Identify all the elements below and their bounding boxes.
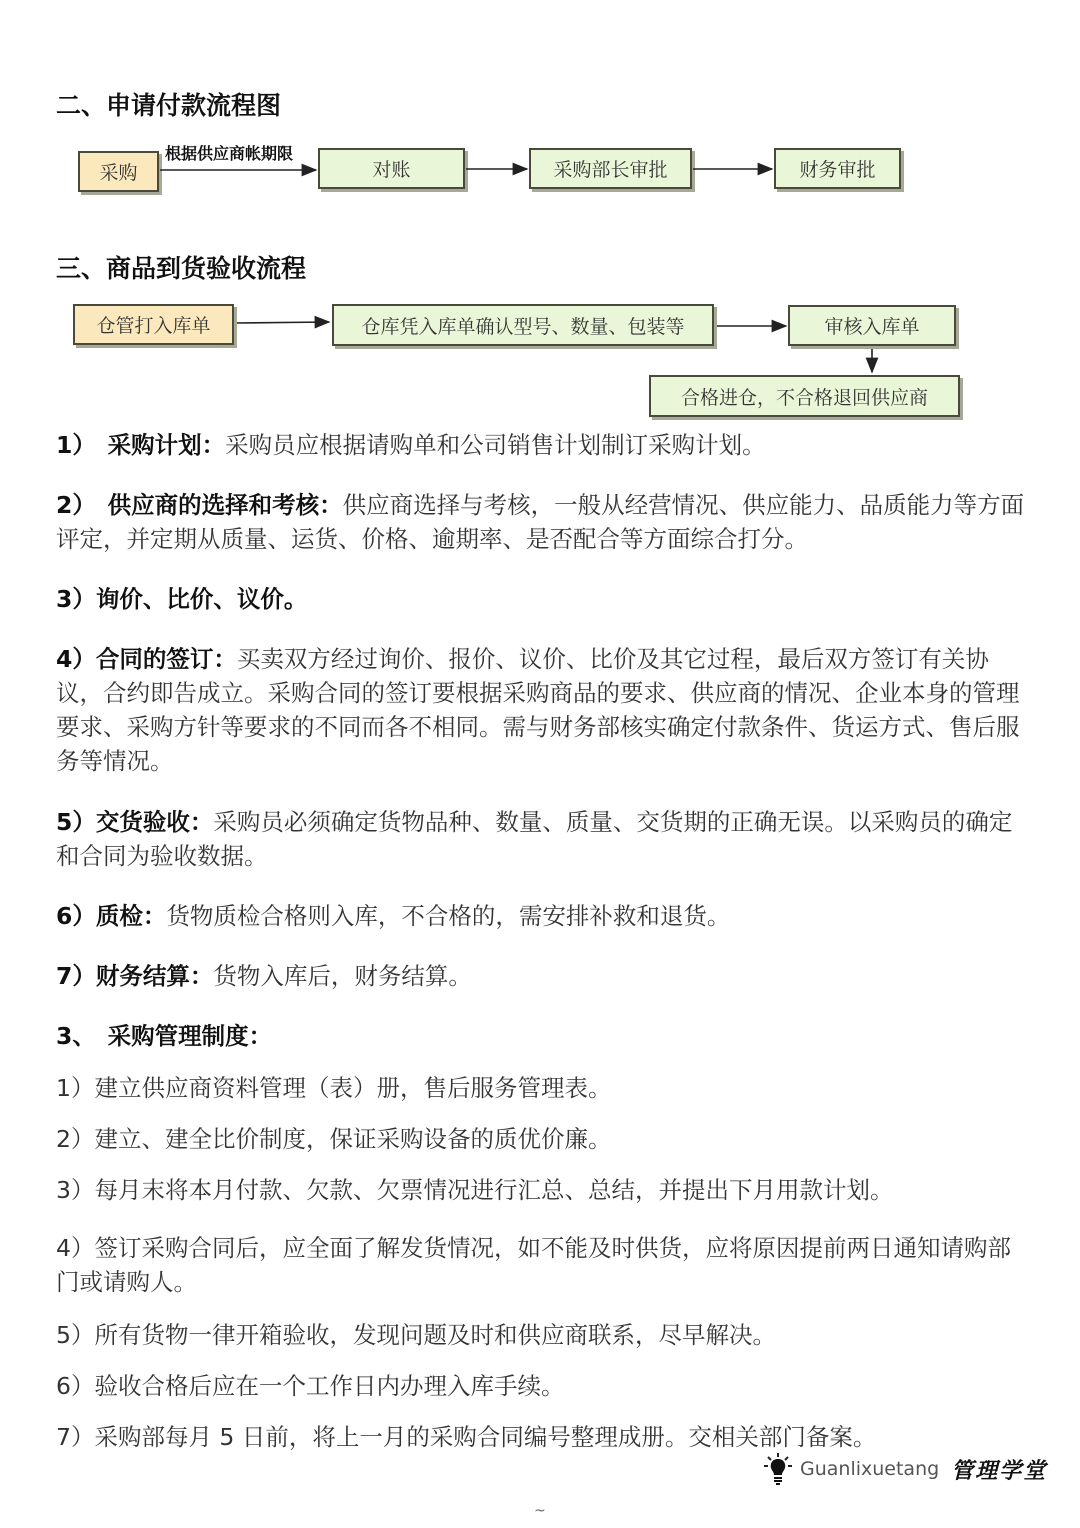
flow-step-finance-approval: 财务审批 bbox=[774, 148, 901, 189]
rule-item: 2）建立、建全比价制度，保证采购设备的质优价廉。 bbox=[56, 1125, 612, 1153]
point-1: 1） 采购计划：采购员应根据请购单和公司销售计划制订采购计划。 bbox=[56, 431, 766, 459]
footer-brand-name: Guanlixuetang bbox=[800, 1458, 940, 1480]
section-3-title: 三、商品到货验收流程 bbox=[56, 254, 307, 283]
flow-step-dept-approval: 采购部长审批 bbox=[529, 148, 692, 189]
flow-step-qualified-or-return: 合格进仓，不合格退回供应商 bbox=[649, 375, 960, 417]
section-procurement-system-title: 3、 采购管理制度： bbox=[56, 1022, 273, 1050]
flow-step-review-slip: 审核入库单 bbox=[788, 305, 956, 346]
section-2-title: 二、申请付款流程图 bbox=[56, 91, 282, 120]
page-mark: ~ bbox=[534, 1503, 546, 1519]
flow-edge-label: 根据供应商帐期限 bbox=[165, 144, 294, 163]
footer-brand-cn: 管理学堂 bbox=[951, 1457, 1048, 1484]
rule-item: 6）验收合格后应在一个工作日内办理入库手续。 bbox=[56, 1372, 565, 1400]
point-3: 3）询价、比价、议价。 bbox=[56, 585, 308, 613]
flow-arrows bbox=[0, 0, 1080, 430]
point-2: 2） 供应商的选择和考核：供应商选择与考核，一般从经营情况、供应能力、品质能力等方面评定，并定期从质量、运货、价格、逾期率、是否配合等方面综合打分。 bbox=[56, 491, 1025, 553]
point-5: 5）交货验收：采购员必须确定货物品种、数量、质量、交货期的正确无误。以采购员的确定和合同为验收数据。 bbox=[56, 808, 1013, 870]
rule-item: 5）所有货物一律开箱验收，发现问题及时和供应商联系，尽早解决。 bbox=[56, 1321, 776, 1349]
flow-step-reconcile: 对账 bbox=[318, 148, 465, 189]
point-6: 6）质检：货物质检合格则入库，不合格的，需安排补救和退货。 bbox=[56, 902, 731, 930]
arrow-right-icon bbox=[235, 322, 329, 323]
rule-item: 3）每月末将本月付款、欠款、欠票情况进行汇总、总结，并提出下月用款计划。 bbox=[56, 1176, 894, 1204]
flow-step-confirm-goods: 仓库凭入库单确认型号、数量、包装等 bbox=[332, 304, 714, 346]
footer-brand bbox=[764, 1452, 1047, 1486]
flow-step-purchase: 采购 bbox=[78, 151, 159, 192]
lightbulb-icon bbox=[764, 1452, 792, 1486]
point-7: 7）财务结算：货物入库后，财务结算。 bbox=[56, 962, 472, 990]
rule-item: 1）建立供应商资料管理（表）册，售后服务管理表。 bbox=[56, 1074, 612, 1102]
point-4: 4）合同的签订：买卖双方经过询价、报价、议价、比价及其它过程，最后双方签订有关协议，合约即告成立。采购合同的签订要根据采购商品的要求、供应商的情况、企业本身的管理要求、采购方针等要求的不同而各不相同。需与财务部核实确定付款条件、货运方式、售后服务等情况。 bbox=[56, 645, 1020, 775]
rule-item: 4）签订采购合同后，应全面了解发货情况，如不能及时供货，应将原因提前两日通知请购部门或请购人。 bbox=[56, 1234, 1011, 1296]
rule-item: 7）采购部每月 5 日前，将上一月的采购合同编号整理成册。交相关部门备案。 bbox=[56, 1423, 877, 1451]
flow-step-warehouse-slip: 仓管打入库单 bbox=[73, 304, 234, 345]
